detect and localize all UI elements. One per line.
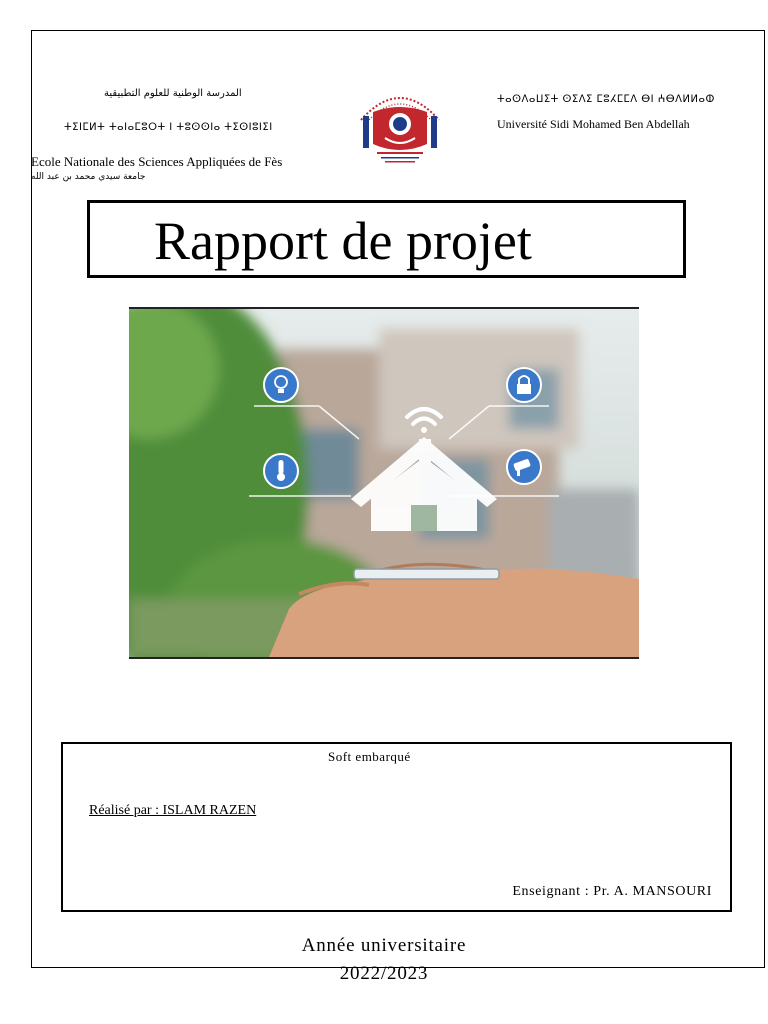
title-box [87,200,686,278]
project-subject: Soft embarqué [328,749,411,764]
lock-icon [507,368,541,402]
thermometer-icon [264,454,298,488]
tifinagh-university-name: ⵜⴰⵙⴷⴰⵡⵉⵜ ⵙⵉⴷⵉ ⵎⵓⵃⵎⵎⴷ ⴱⵏ ⵄⴱⴷⵍⵍⴰⵀ [497,94,715,105]
tifinagh-school-name: ⵜⵉⵏⵎⵍⵜ ⵜⴰⵏⴰⵎⵓⵔⵜ ⵏ ⵜⵓⵙⵙⵏⴰ ⵜⵉⵙⵏⵓⵏⵉⵏ [64,122,273,133]
french-university-name: Université Sidi Mohamed Ben Abdellah [497,117,690,131]
arabic-school-name: المدرسة الوطنية للعلوم التطبيقية [104,88,242,99]
camera-icon [507,450,541,484]
project-info-box [61,742,732,912]
report-title: Rapport de projet [154,211,532,271]
arabic-university-name: جامعة سيدي محمد بن عبد الله [31,172,146,182]
author-line: Réalisé par : ISLAM RAZEN [89,803,257,818]
smart-home-photo [129,307,639,659]
teacher-line: Enseignant : Pr. A. MANSOURI [512,884,712,899]
academic-year-label: Année universitaire [301,935,467,956]
french-school-name: Ecole Nationale des Sciences Appliquées de Fès [31,154,283,169]
smart-home-illustration [129,309,639,657]
bulb-icon [264,368,298,402]
academic-year: 2022/2023 [339,963,429,984]
university-logo [355,82,445,166]
